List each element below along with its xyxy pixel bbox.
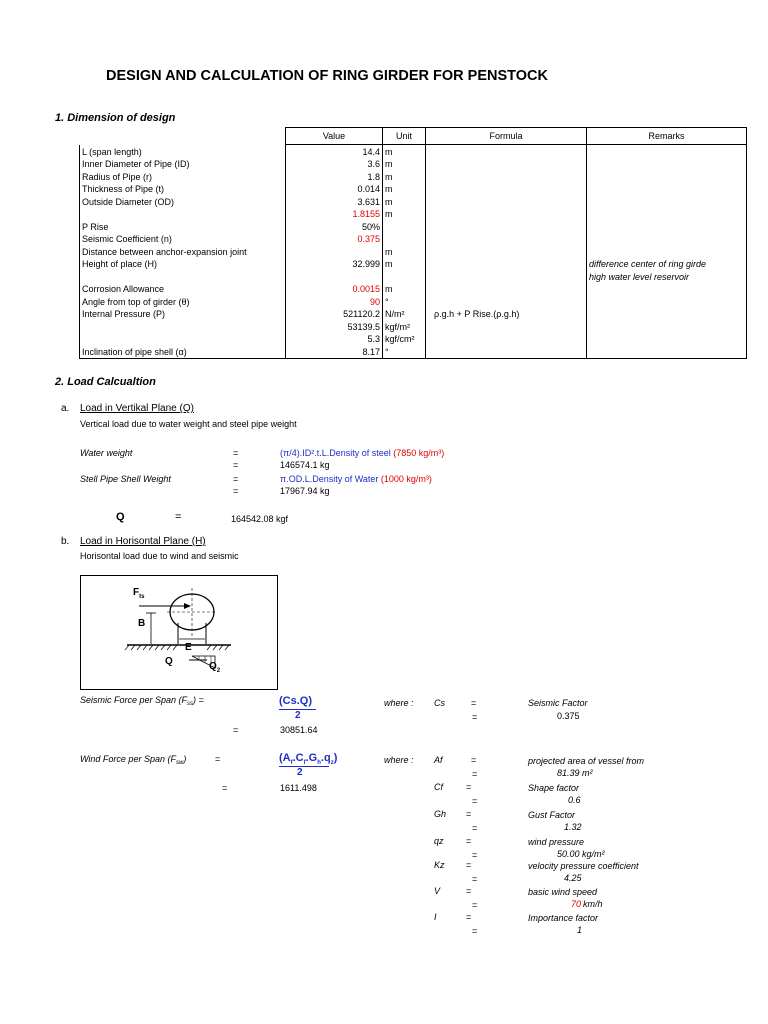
diagram-b-label: B (138, 618, 146, 629)
water-weight-formula: (π/4).ID².t.L.Density of steel (7850 kg/m³) (280, 448, 445, 458)
item-a-letter: a. (61, 403, 70, 414)
cell-formula (426, 345, 587, 358)
table-row (80, 183, 747, 196)
cell-formula (426, 233, 587, 246)
cell-formula (426, 183, 587, 196)
shell-weight-result: 17967.94 kg (280, 486, 330, 496)
cell-remarks (587, 333, 747, 346)
cell-value (286, 270, 383, 283)
cell-remarks (587, 220, 747, 233)
cell-remarks (587, 183, 747, 196)
wind-var-symbol: Cf (434, 782, 443, 792)
cell-remarks: high water level reservoir (587, 270, 747, 283)
diagram-q2-label: $Q_2$ (209, 661, 221, 674)
cell-remarks (587, 320, 747, 333)
eq-sign: = (472, 769, 478, 779)
item-a-desc: Vertical load due to water weight and steel pipe weight (80, 419, 297, 429)
cell-formula (426, 333, 587, 346)
eq-sign: = (233, 460, 239, 470)
cell-label: P Rise (80, 220, 286, 233)
eq-sign: = (466, 809, 472, 819)
eq-sign: = (472, 850, 478, 860)
cell-unit: ° (383, 295, 426, 308)
wind-var-value: 50.00 kg/m² (557, 849, 605, 859)
wind-var-desc: projected area of vessel from (528, 756, 645, 766)
cell-unit: m (383, 208, 426, 221)
cell-unit: m (383, 170, 426, 183)
cell-value: 3.631 (286, 195, 383, 208)
cell-unit: N/m² (383, 308, 426, 321)
cell-unit: m (383, 245, 426, 258)
cell-label: L (span length) (80, 145, 286, 158)
wind-var-value: 1.32 (564, 822, 582, 832)
cell-remarks (587, 283, 747, 296)
table-row (80, 308, 747, 321)
table-row (80, 258, 747, 271)
pipe-diagram (81, 576, 277, 689)
seismic-result: 30851.64 (280, 725, 318, 735)
cell-remarks (587, 308, 747, 321)
cell-remarks (587, 233, 747, 246)
cell-value: 0.0015 (286, 283, 383, 296)
shell-weight-formula: π.OD.L.Density of Water (1000 kg/m³) (280, 474, 432, 484)
cell-label: Inclination of pipe shell (α) (80, 345, 286, 358)
shell-weight-label: Stell Pipe Shell Weight (80, 474, 171, 484)
wind-numerator: (Af.Cf.Gh.qz) (279, 752, 338, 766)
column-header: Value (286, 128, 383, 145)
cell-remarks (587, 208, 747, 221)
cell-label (80, 333, 286, 346)
cell-value: 521120.2 (286, 308, 383, 321)
cell-label (80, 320, 286, 333)
cell-unit: m (383, 158, 426, 171)
cell-label: Outside Diameter (OD) (80, 195, 286, 208)
cell-value: 1.8155 (286, 208, 383, 221)
seismic-numerator: (Cs.Q) (279, 695, 312, 707)
load-diagram (80, 575, 278, 690)
wind-var-desc: Shape factor (528, 783, 580, 793)
wind-var-symbol: Gh (434, 809, 447, 819)
eq-sign: = (472, 874, 478, 884)
cell-value: 3.6 (286, 158, 383, 171)
cell-value: 50% (286, 220, 383, 233)
q-value: 164542.08 kgf (231, 514, 289, 524)
seismic-denominator: 2 (295, 710, 301, 721)
eq-sign: = (233, 474, 239, 484)
diagram-e-label: E (185, 642, 192, 653)
wind-var-symbol: qz (434, 836, 444, 846)
cell-formula (426, 220, 587, 233)
cell-value: 90 (286, 295, 383, 308)
wind-var-value: 0.6 (568, 795, 581, 805)
cell-value: 0.014 (286, 183, 383, 196)
cell-formula (426, 145, 587, 158)
cell-label: Height of place (H) (80, 258, 286, 271)
eq-sign: = (472, 900, 478, 910)
wind-fraction-line (279, 766, 329, 767)
wind-var-symbol: Af (434, 755, 443, 765)
table-row (80, 345, 747, 358)
table-row (80, 245, 747, 258)
cell-label: Distance between anchor-expansion joint (80, 245, 286, 258)
diagram-q-label: Q (165, 656, 173, 667)
table-row (80, 333, 747, 346)
cell-formula (426, 283, 587, 296)
eq-sign: = (466, 782, 472, 792)
cell-formula (426, 245, 587, 258)
table-header-row (80, 128, 747, 145)
table-row (80, 208, 747, 221)
cell-label: Angle from top of girder (θ) (80, 295, 286, 308)
wind-where: where : (384, 755, 414, 765)
wind-var-value: 4.25 (564, 873, 582, 883)
cell-formula (426, 158, 587, 171)
cell-formula (426, 258, 587, 271)
table-row (80, 158, 747, 171)
eq-sign: = (222, 783, 228, 793)
cell-formula: ρ.g.h + P Rise.(ρ.g.h) (426, 308, 587, 321)
eq-sign: = (233, 448, 239, 458)
page-title: DESIGN AND CALCULATION OF RING GIRDER FOR PENSTOCK (106, 68, 548, 84)
cell-unit: m (383, 195, 426, 208)
table-row (80, 145, 747, 158)
eq-sign: = (472, 926, 478, 936)
wind-var-value: 1 (577, 925, 583, 935)
eq-sign: = (233, 725, 239, 735)
column-header: Formula (426, 128, 587, 145)
item-b-heading: Load in Horisontal Plane (H) (80, 536, 206, 547)
eq-sign: = (466, 886, 472, 896)
cell-remarks (587, 170, 747, 183)
cell-formula (426, 320, 587, 333)
wind-var-unit: km/h (583, 899, 603, 909)
cell-formula (426, 170, 587, 183)
cell-unit: ° (383, 345, 426, 358)
wind-result: 1611.498 (280, 783, 317, 793)
cell-formula (426, 208, 587, 221)
table-row (80, 295, 747, 308)
cell-formula (426, 195, 587, 208)
cell-unit: kgf/cm² (383, 333, 426, 346)
cell-remarks (587, 245, 747, 258)
eq-sign: = (175, 511, 182, 523)
table-row (80, 320, 747, 333)
diagram-f-label: $F_{ts}$ (133, 587, 145, 600)
eq-sign: = (471, 755, 477, 765)
dimension-table (79, 127, 747, 359)
wind-var-value: 81.39 m² (557, 768, 593, 778)
table-row (80, 270, 747, 283)
eq-sign: = (466, 860, 472, 870)
item-b-desc: Horisontal load due to wind and seismic (80, 551, 239, 561)
cell-label: Thickness of Pipe (t) (80, 183, 286, 196)
wind-var-desc: Importance factor (528, 913, 599, 923)
wind-label: Wind Force per Span $(F_{sw})$ (80, 754, 187, 766)
cell-value: 32.999 (286, 258, 383, 271)
seismic-where: where : (384, 698, 414, 708)
cell-label: Seismic Coefficient (n) (80, 233, 286, 246)
cell-formula (426, 295, 587, 308)
wind-var-symbol: Kz (434, 860, 445, 870)
wind-denominator: 2 (297, 767, 303, 778)
wind-var-symbol: I (434, 912, 437, 922)
cell-label (80, 208, 286, 221)
wind-var-desc: basic wind speed (528, 887, 598, 897)
cell-value: 1.8 (286, 170, 383, 183)
eq-sign: = (233, 486, 239, 496)
seismic-label: Seismic Force per Span $(F_{ss})$ = (80, 695, 204, 707)
cell-label: Corrosion Allowance (80, 283, 286, 296)
cell-unit: m (383, 258, 426, 271)
header-blank (80, 128, 286, 145)
cell-unit (383, 233, 426, 246)
item-a-heading: Load in Vertikal Plane (Q) (80, 403, 194, 414)
cell-value: 8.17 (286, 345, 383, 358)
cell-remarks (587, 295, 747, 308)
table-row (80, 233, 747, 246)
cell-remarks: difference center of ring girde (587, 258, 747, 271)
cell-unit: m (383, 283, 426, 296)
table-row (80, 220, 747, 233)
cell-unit (383, 270, 426, 283)
table-row (80, 283, 747, 296)
cell-remarks (587, 145, 747, 158)
eq-sign: = (472, 796, 478, 806)
cell-label: Radius of Pipe (r) (80, 170, 286, 183)
section-2-heading: 2. Load Calcualtion (55, 376, 156, 388)
cell-remarks (587, 158, 747, 171)
cell-remarks (587, 345, 747, 358)
cell-label: Internal Pressure (P) (80, 308, 286, 321)
cell-formula (426, 270, 587, 283)
eq-sign: = (472, 712, 478, 722)
cell-value (286, 245, 383, 258)
wind-var-value: 70 (571, 899, 582, 909)
column-header: Unit (383, 128, 426, 145)
section-1-heading: 1. Dimension of design (55, 112, 176, 124)
seismic-value: 0.375 (557, 711, 580, 721)
seismic-desc: Seismic Factor (528, 698, 588, 708)
seismic-var: Cs (434, 698, 445, 708)
wind-var-symbol: V (434, 886, 441, 896)
table-row (80, 170, 747, 183)
cell-unit: m (383, 145, 426, 158)
column-header: Remarks (587, 128, 747, 145)
eq-sign: = (471, 698, 477, 708)
cell-unit (383, 220, 426, 233)
cell-label (80, 270, 286, 283)
cell-value: 14.4 (286, 145, 383, 158)
q-label: Q (116, 511, 125, 523)
cell-value: 5.3 (286, 333, 383, 346)
eq-sign: = (466, 836, 472, 846)
wind-var-desc: Gust Factor (528, 810, 576, 820)
wind-var-desc: velocity pressure coefficient (528, 861, 639, 871)
eq-sign: = (215, 754, 221, 764)
cell-value: 0.375 (286, 233, 383, 246)
cell-label: Inner Diameter of Pipe (ID) (80, 158, 286, 171)
cell-remarks (587, 195, 747, 208)
eq-sign: = (472, 823, 478, 833)
cell-unit: m (383, 183, 426, 196)
cell-value: 53139.5 (286, 320, 383, 333)
cell-unit: kgf/m² (383, 320, 426, 333)
wind-var-desc: wind pressure (528, 837, 585, 847)
water-weight-label: Water weight (80, 448, 133, 458)
item-b-letter: b. (61, 536, 70, 547)
water-weight-result: 146574.1 kg (280, 460, 330, 470)
eq-sign: = (466, 912, 472, 922)
table-row (80, 195, 747, 208)
